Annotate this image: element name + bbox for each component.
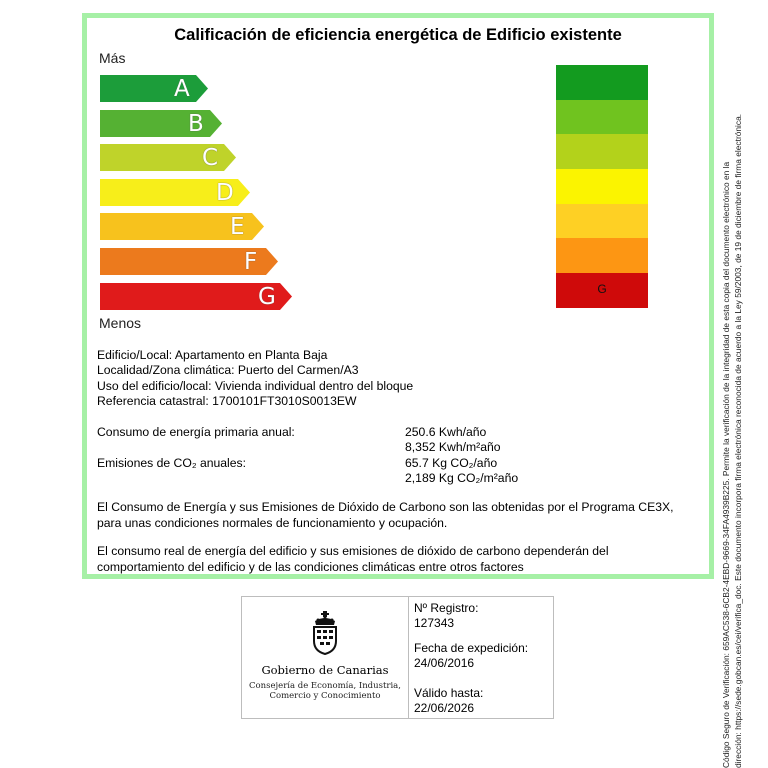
scale-top-label: Más: [99, 50, 126, 66]
emissions-annual-value: 65.7 Kg CO₂/año: [405, 456, 498, 470]
issuer-department-line1: Consejería de Economía, Industria,: [249, 681, 401, 691]
building-type: Edificio/Local: Apartamento en Planta Baja: [97, 348, 328, 362]
energy-class-letter: F: [244, 249, 258, 275]
energy-class-arrow-b: [100, 110, 222, 137]
note-program: [97, 500, 697, 531]
rating-scale: [556, 65, 648, 308]
note-real-consumption: [97, 544, 697, 575]
rating-scale-segment: [556, 100, 648, 135]
issue-date-value: 24/06/2016: [414, 656, 475, 670]
rating-scale-segment: [556, 169, 648, 204]
issuer-department: [242, 681, 408, 701]
energy-class-arrow-f: [100, 248, 278, 275]
valid-until: [414, 686, 483, 716]
registry-divider: [408, 597, 409, 718]
rating-scale-segment: [556, 238, 648, 273]
energy-class-letter: D: [216, 179, 234, 206]
rating-scale-segment: [556, 134, 648, 169]
registry-box: [241, 596, 554, 719]
coat-of-arms-icon: [310, 611, 340, 655]
issuer-department-line2: Comercio y Conocimiento: [269, 691, 381, 701]
building-info: [97, 348, 413, 410]
energy-label: Consumo de energía primaria anual:: [97, 425, 295, 439]
scale-bottom-label: Menos: [99, 315, 142, 331]
valid-until-value: 22/06/2026: [414, 701, 475, 715]
emissions-label: Emisiones de CO₂ anuales:: [97, 456, 247, 470]
verification-side-text: [720, 12, 756, 768]
energy-class-letter: G: [258, 283, 276, 310]
note-real-line1: El consumo real de energía del edificio y sus emisiones de dióxido de carbono dependerán del: [97, 544, 609, 558]
note-program-line1: El Consumo de Energía y sus Emisiones de Dióxido de Carbono son las obtenidas por el Programa CE3X,: [97, 500, 674, 514]
rating-scale-segment: [556, 273, 648, 308]
emissions-values: [405, 456, 518, 486]
registry-number-label: Nº Registro:: [414, 601, 479, 615]
certificate-title: Calificación de eficiencia energética de Edificio existente: [174, 26, 622, 44]
registry-number-value: 127343: [414, 616, 455, 630]
verification-line2: dirección: https://sede.gobcan.es/cei/verifica_doc. Este documento incorpora firma electrónica reconocida de acuerdo a la Ley 59/2003, de 19 de diciembre de firma electrónica.: [733, 113, 743, 768]
registry-number: [414, 601, 478, 631]
energy-per-m2-value: 8,352 Kwh/m²año: [405, 440, 501, 454]
issue-date-label: Fecha de expedición:: [414, 641, 529, 655]
energy-class-arrow-e: [100, 213, 264, 240]
issue-date: [414, 641, 528, 671]
energy-class-letter: A: [174, 76, 190, 102]
energy-class-arrow-d: [100, 179, 250, 206]
note-real-line2: comportamiento del edificio y de las condiciones climáticas entre otros factores: [97, 559, 524, 574]
cadastral-reference: Referencia catastral: 1700101FT3010S0013EW: [97, 394, 357, 409]
issuer-name: Gobierno de Canarias: [261, 663, 389, 677]
energy-values: [405, 425, 501, 455]
energy-class-letter: B: [188, 110, 204, 137]
verification-text-block: [720, 12, 744, 768]
rating-scale-segment: [556, 204, 648, 239]
rating-scale-letter: G: [597, 282, 607, 297]
rating-scale-segment: [556, 65, 648, 100]
energy-class-shape: [100, 75, 208, 102]
note-program-line2: para unas condiciones normales de funcionamiento y ocupación.: [97, 515, 448, 530]
verification-line1: Código Seguro de Verificación: 659AC538-6CB2-4EBD-9669-34FA4939B225. Permite la verificación de la integridad de esta copia del documento electrónico en la: [721, 161, 731, 768]
energy-class-letter: C: [202, 145, 219, 172]
energy-class-letter: E: [230, 214, 245, 241]
emissions-per-m2-value: 2,189 Kg CO₂/m²año: [405, 471, 519, 485]
energy-class-arrow-c: [100, 144, 236, 171]
energy-annual-value: 250.6 Kwh/año: [405, 425, 487, 439]
energy-class-arrow-a: [100, 75, 208, 102]
energy-certificate-panel: [82, 13, 714, 579]
building-location: Localidad/Zona climática: Puerto del Carmen/A3: [97, 363, 359, 378]
energy-class-arrow-g: [100, 283, 292, 310]
valid-until-label: Válido hasta:: [414, 686, 484, 700]
building-use: Uso del edificio/local: Vivienda individual dentro del bloque: [97, 378, 414, 393]
